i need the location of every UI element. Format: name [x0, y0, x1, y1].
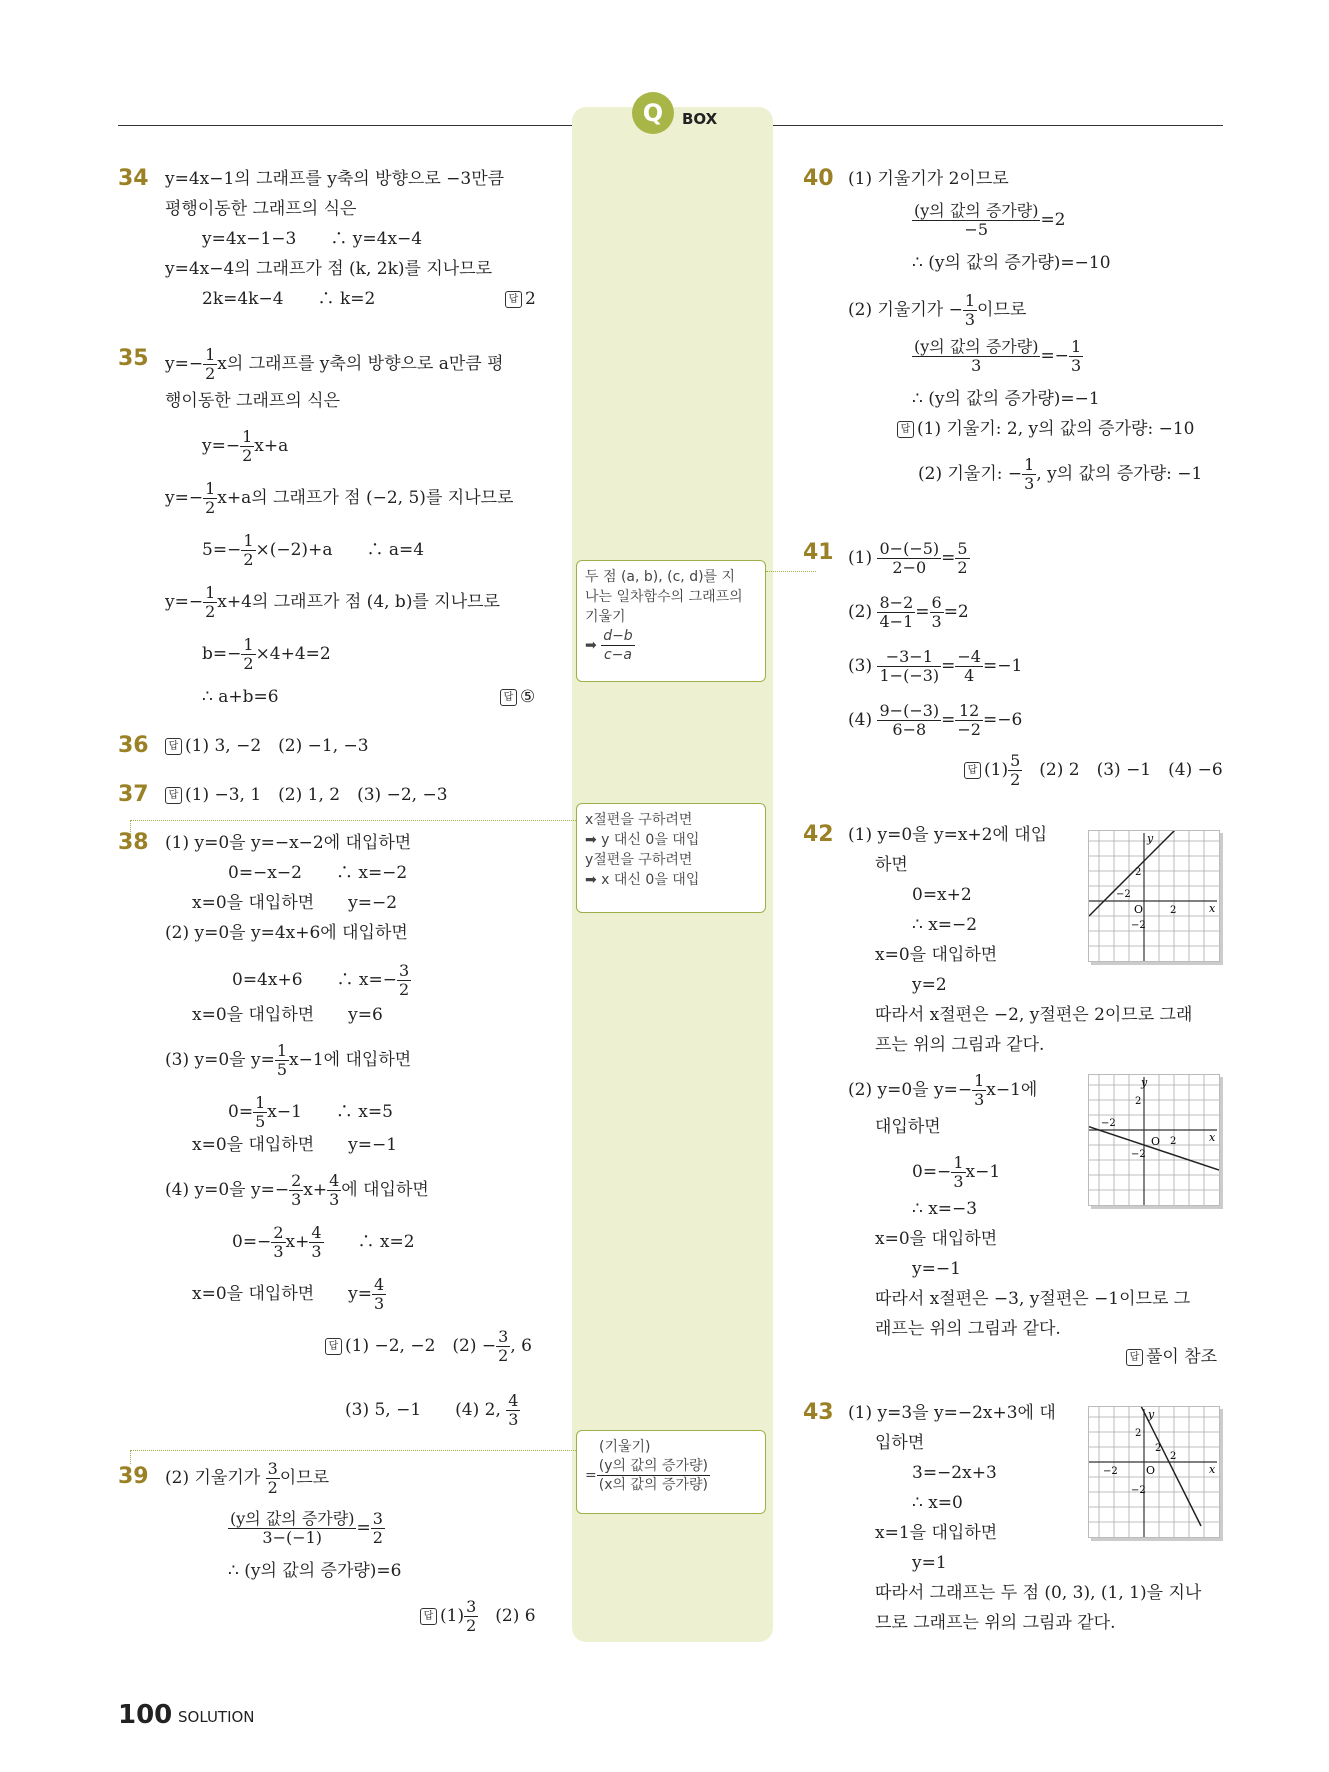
- answer: 답 (1) −2, −2 (2) − $\frac{3}{2}$ , 6: [325, 1328, 532, 1365]
- note-line: ➡ y 대신 0을 대입: [585, 832, 700, 848]
- text-line: ∴ (y의 값의 증가량)=6: [228, 1561, 402, 1581]
- text-line: (2) 기울기가 − $\frac{1}{3}$ 이므로: [848, 291, 1027, 329]
- text-line: y=− $\frac{1}{2}$ x+a: [202, 427, 289, 465]
- note-line: y절편을 구하려면: [585, 852, 693, 868]
- text-line: y=− $\frac{1}{2}$ x+a의 그래프가 점 (−2, 5)를 지나므로: [165, 479, 514, 517]
- answer: 답 (1) $\frac{5}{2}$ (2) 2 (3) −1 (4) −6: [964, 752, 1223, 789]
- text-line: x=0을 대입하면: [875, 945, 998, 965]
- text-line: ∴ (y의 값의 증가량)=−1: [912, 389, 1100, 409]
- text-line: 0=− $\frac{2}{3}$ x+ $\frac{4}{3}$ ∴ x=2: [232, 1223, 415, 1261]
- text-line: 0=4x+6 ∴ x=− $\frac{3}{2}$: [232, 961, 410, 999]
- connector-line: [130, 820, 576, 821]
- text-line: 0= $\frac{1}{5}$ x−1 ∴ x=5: [228, 1093, 393, 1131]
- answer-icon: 답: [1126, 1349, 1143, 1366]
- note-formula: = $\frac{\text{(y의 값의 증가량)}}{\text{(x의 값의 증가량)}}$: [585, 1458, 708, 1493]
- text-line: (2) y=0을 y=4x+6에 대입하면: [165, 923, 408, 943]
- tick-label: 2: [1170, 905, 1177, 916]
- text-line: 대입하면: [875, 1117, 941, 1137]
- answer: 답 (1) 3, −2 (2) −1, −3: [165, 735, 369, 757]
- text-line: x=0을 대입하면 y=6: [192, 1005, 383, 1025]
- text-line: (2) 기울기가 $\frac{3}{2}$ 이므로: [165, 1459, 330, 1497]
- text-line: 래프는 위의 그림과 같다.: [875, 1319, 1061, 1339]
- tick-label: 2: [1170, 1136, 1177, 1147]
- graph-42-1: [1088, 830, 1220, 962]
- answer-continued: (3) 5, −1 (4) 2, $\frac{4}{3}$: [345, 1391, 519, 1429]
- text-line: y=1: [912, 1553, 947, 1573]
- answer: 답 풀이 참조: [1126, 1346, 1217, 1368]
- y-axis-label: y: [1141, 1076, 1148, 1089]
- header-rule-left: [118, 125, 572, 126]
- text-line: 므로 그래프는 위의 그림과 같다.: [875, 1613, 1116, 1633]
- answer-icon: 답: [897, 421, 914, 438]
- answer-icon: 답: [964, 762, 981, 779]
- text-line: (1) y=3을 y=−2x+3에 대: [848, 1403, 1056, 1423]
- text-line: y=− $\frac{1}{2}$ x의 그래프를 y축의 방향으로 a만큼 평: [165, 345, 504, 383]
- x-axis-label: x: [1209, 1131, 1216, 1144]
- text-line: (1) y=0을 y=x+2에 대입: [848, 825, 1048, 845]
- text-line: (2) y=0을 y=− $\frac{1}{3}$ x−1에: [848, 1071, 1038, 1109]
- x-axis-label: x: [1209, 902, 1216, 915]
- text-line: (1) y=0을 y=−x−2에 대입하면: [165, 833, 412, 853]
- text-line: x=0을 대입하면 y= $\frac{4}{3}$: [192, 1275, 385, 1313]
- text-line: 따라서 x절편은 −3, y절편은 −1이므로 그: [875, 1289, 1191, 1309]
- text-line: x=0을 대입하면 y=−1: [192, 1135, 398, 1155]
- note-formula: ➡ $\frac{d-b}{c-a}$: [585, 628, 633, 663]
- problem-number: 43: [803, 1400, 834, 1425]
- connector-line: [766, 571, 816, 572]
- text-line: 3=−2x+3: [912, 1463, 997, 1483]
- text-line: 하면: [875, 855, 908, 875]
- text-line: b=− $\frac{1}{2}$ ×4+4=2: [202, 635, 331, 673]
- connector-line: [130, 1450, 576, 1451]
- graph-line: [1089, 1127, 1219, 1170]
- tick-label: −2: [1131, 920, 1146, 931]
- graph-43-1: [1088, 1406, 1220, 1538]
- note-line: 두 점 (a, b), (c, d)를 지: [585, 569, 736, 585]
- note-line: (기울기): [599, 1439, 651, 1455]
- text-line: (4) $\frac{9-(-3)}{6-8}$ = $\frac{12}{-2}$ =−6: [848, 701, 1023, 739]
- text-line: y=4x−4의 그래프가 점 (k, 2k)를 지나므로: [165, 259, 493, 279]
- answer-icon: 답: [325, 1338, 342, 1355]
- problem-number: 39: [118, 1464, 149, 1489]
- tick-label: −2: [1116, 889, 1131, 900]
- qbox-logo: Q: [632, 92, 674, 134]
- connector-line: [130, 1450, 131, 1464]
- answer-icon: 답: [500, 689, 517, 706]
- text-line: 프는 위의 그림과 같다.: [875, 1035, 1045, 1055]
- answer: 답 ⑤: [500, 686, 535, 708]
- answer-icon: 답: [505, 291, 522, 308]
- text-line: 입하면: [875, 1433, 925, 1453]
- note-line: 나는 일차함수의 그래프의: [585, 589, 743, 605]
- text-line: (3) $\frac{-3-1}{1-(-3)}$ = $\frac{-4}{4}$ =−1: [848, 647, 1023, 685]
- answer: 답 (1) $\frac{3}{2}$ (2) 6: [420, 1598, 536, 1635]
- text-line: 2k=4k−4 ∴ k=2: [202, 289, 376, 309]
- text-line: y=4x−1의 그래프를 y축의 방향으로 −3만큼: [165, 169, 505, 189]
- text-line: (3) y=0을 y= $\frac{1}{5}$ x−1에 대입하면: [165, 1041, 412, 1079]
- tick-label: −2: [1131, 1149, 1146, 1160]
- text-line: ∴ x=−3: [912, 1199, 978, 1219]
- note-slope-two-points: [576, 560, 766, 682]
- answer: 답 2: [505, 288, 536, 310]
- text-line: 평행이동한 그래프의 식은: [165, 199, 357, 219]
- tick-label: −2: [1103, 1466, 1118, 1477]
- problem-number: 35: [118, 346, 149, 371]
- problem-number: 42: [803, 822, 834, 847]
- qbox-label: BOX: [682, 110, 718, 128]
- problem-number: 38: [118, 830, 149, 855]
- text-line: 따라서 x절편은 −2, y절편은 2이므로 그래: [875, 1005, 1193, 1025]
- text-line: $\frac{\text{(y의 값의 증가량)}}{3}$ =− $\frac{1}{3}$: [914, 337, 1082, 375]
- tick-label: 2: [1135, 1096, 1142, 1107]
- problem-number: 36: [118, 733, 149, 758]
- text-line: $\frac{\text{(y의 값의 증가량)}}{3-(-1)}$ = $\frac{3}{2}$: [230, 1509, 383, 1547]
- tick-label: −2: [1131, 1485, 1146, 1496]
- tick-label: 2: [1170, 1451, 1177, 1462]
- text-line: y=4x−1−3 ∴ y=4x−4: [202, 229, 423, 249]
- header-rule-right: [773, 125, 1223, 126]
- text-line: 따라서 그래프는 두 점 (0, 3), (1, 1)을 지나: [875, 1583, 1202, 1603]
- text-line: ∴ x=0: [912, 1493, 963, 1513]
- tick-label: −2: [1101, 1118, 1116, 1129]
- text-line: (4) y=0을 y=− $\frac{2}{3}$ x+ $\frac{4}{3}$ 에 대입하면: [165, 1171, 429, 1209]
- text-line: y=− $\frac{1}{2}$ x+4의 그래프가 점 (4, b)를 지나므로: [165, 583, 500, 621]
- y-axis-label: y: [1148, 1408, 1155, 1421]
- tick-label: 2: [1135, 1428, 1142, 1439]
- problem-number: 41: [803, 540, 834, 565]
- y-axis-label: y: [1147, 832, 1154, 845]
- text-line: (1) $\frac{0-(-5)}{2-0}$ = $\frac{5}{2}$: [848, 539, 968, 577]
- answer: 답 (1) 기울기: 2, y의 값의 증가량: −10: [897, 418, 1194, 440]
- answer: 답 (1) −3, 1 (2) 1, 2 (3) −2, −3: [165, 784, 448, 806]
- graph-42-2: [1088, 1074, 1220, 1206]
- x-axis-label: x: [1209, 1463, 1216, 1476]
- text-line: 0=−x−2 ∴ x=−2: [228, 863, 408, 883]
- text-line: ∴ (y의 값의 증가량)=−10: [912, 253, 1111, 273]
- answer-icon: 답: [165, 787, 182, 804]
- tick-label: 2: [1135, 867, 1142, 878]
- origin-label: O: [1151, 1135, 1161, 1148]
- text-line: x=1을 대입하면: [875, 1523, 998, 1543]
- origin-label: O: [1134, 903, 1144, 916]
- page-number: 100: [118, 1700, 173, 1730]
- text-line: (1) 기울기가 2이므로: [848, 169, 1009, 189]
- note-line: 기울기: [585, 609, 626, 625]
- text-line: $\frac{\text{(y의 값의 증가량)}}{-5}$ =2: [914, 201, 1066, 239]
- connector-line: [130, 820, 131, 834]
- text-line: y=−1: [912, 1259, 961, 1279]
- note-line: x절편을 구하려면: [585, 812, 693, 828]
- problem-number: 34: [118, 166, 149, 191]
- footer-label: SOLUTION: [178, 1708, 255, 1726]
- problem-number: 40: [803, 166, 834, 191]
- text-line: (2) $\frac{8-2}{4-1}$ = $\frac{6}{3}$ =2: [848, 593, 969, 631]
- text-line: 행이동한 그래프의 식은: [165, 391, 341, 411]
- answer-continued: (2) 기울기: − $\frac{1}{3}$ , y의 값의 증가량: −1: [918, 455, 1203, 493]
- text-line: 0=− $\frac{1}{3}$ x−1: [912, 1153, 1001, 1191]
- arrow-icon: ➡: [585, 637, 597, 654]
- text-line: 0=x+2: [912, 885, 972, 905]
- text-line: x=0을 대입하면: [875, 1229, 998, 1249]
- text-line: x=0을 대입하면 y=−2: [192, 893, 398, 913]
- note-intercepts: [576, 803, 766, 913]
- answer-icon: 답: [420, 1608, 437, 1625]
- text-line: ∴ a+b=6: [202, 687, 279, 707]
- origin-label: O: [1146, 1464, 1156, 1477]
- text-line: ∴ x=−2: [912, 915, 978, 935]
- tick-label: 2: [1155, 1443, 1162, 1454]
- note-slope-definition: [576, 1430, 766, 1514]
- note-line: ➡ x 대신 0을 대입: [585, 872, 700, 888]
- text-line: 5=− $\frac{1}{2}$ ×(−2)+a ∴ a=4: [202, 531, 425, 569]
- answer-icon: 답: [165, 738, 182, 755]
- text-line: y=2: [912, 975, 947, 995]
- problem-number: 37: [118, 782, 149, 807]
